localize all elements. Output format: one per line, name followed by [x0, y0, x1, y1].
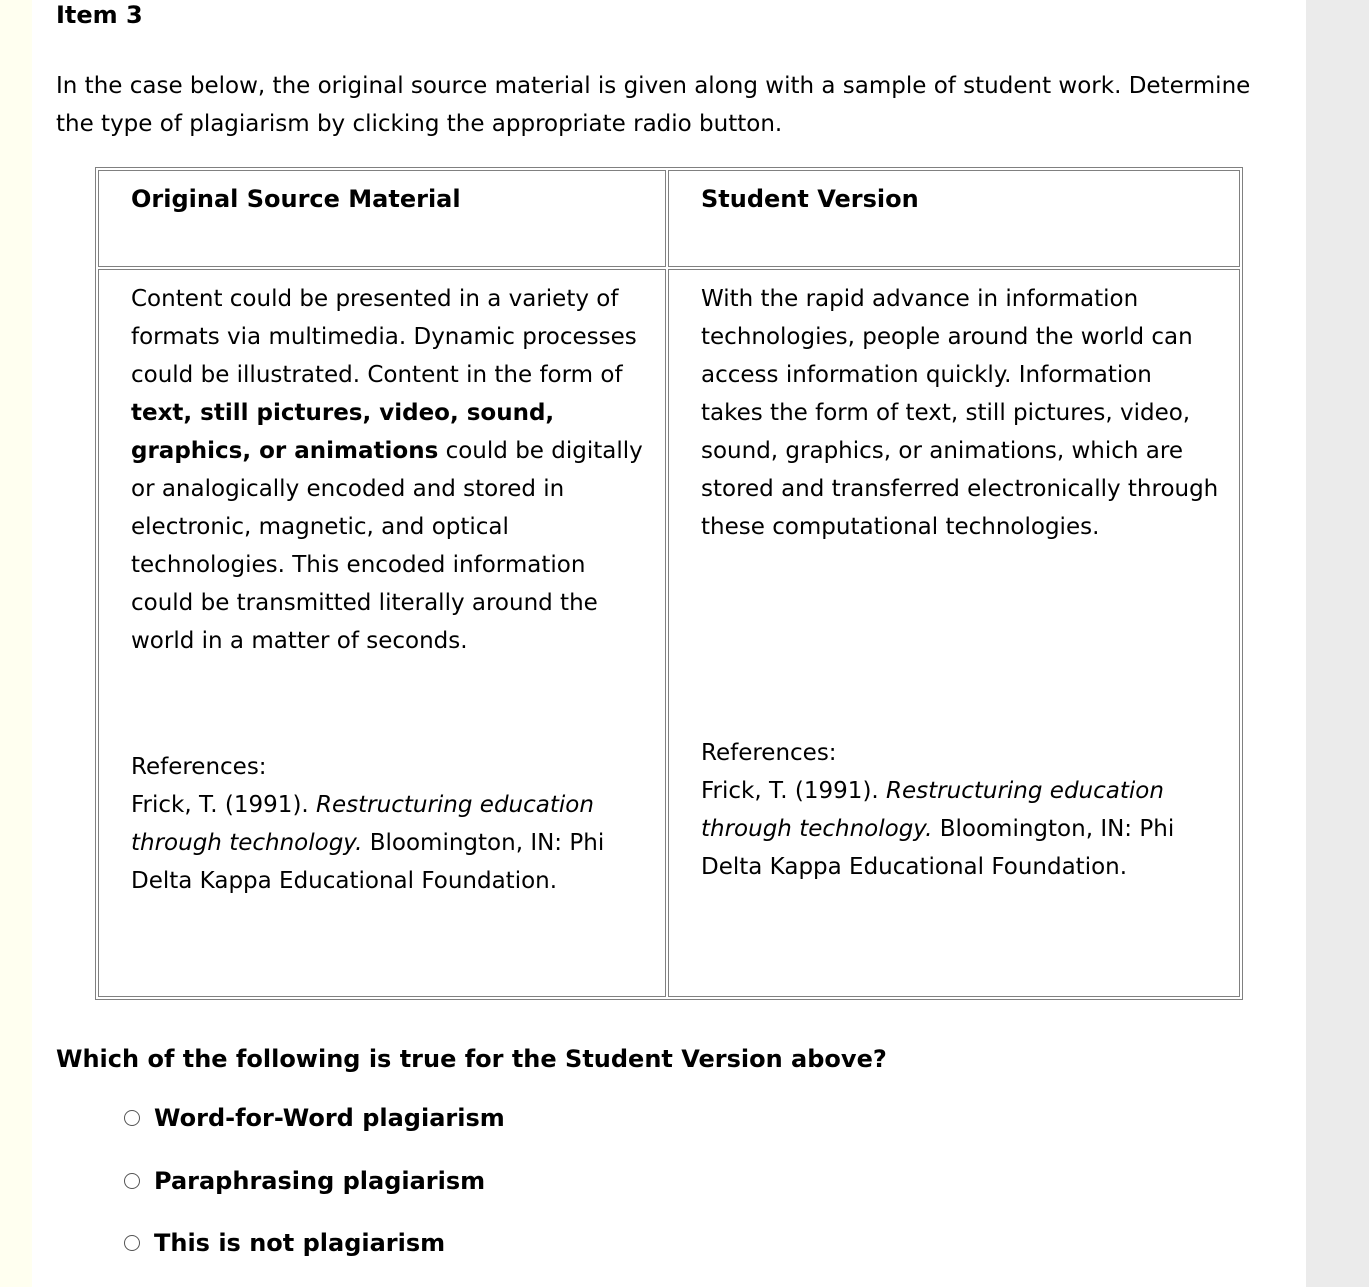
- references-label: References:: [131, 754, 267, 780]
- option-label[interactable]: Word-for-Word plagiarism: [154, 1104, 505, 1132]
- radio-button[interactable]: [124, 1110, 140, 1126]
- content-page: [32, 0, 1306, 1287]
- item-title: Item 3: [56, 1, 143, 29]
- references-label: References:: [701, 740, 837, 766]
- comparison-table: [95, 167, 1243, 1000]
- student-references: [701, 734, 1219, 886]
- highlighted-media-list: text, still pictures, video, sound, graphics, or animations: [131, 400, 555, 464]
- right-margin: [1306, 0, 1369, 1287]
- original-references: [131, 748, 645, 900]
- student-version-text: With the rapid advance in information technologies, people around the world can access information quickly. Information takes the form of text, still pictures, video, sound, graphics, or animations, which are stored and transferred electronically through these computational technologies.: [701, 286, 1219, 540]
- option-label[interactable]: This is not plagiarism: [154, 1229, 446, 1257]
- reference-entry: Frick, T. (1991). Restructuring education through technology. Bloomington, IN: Phi Delta Kappa Educational Foundation.: [701, 778, 1175, 880]
- question-prompt: Which of the following is true for the Student Version above?: [56, 1045, 887, 1073]
- original-source-cell: [98, 269, 666, 997]
- original-source-text: Content could be presented in a variety of formats via multimedia. Dynamic processes could be illustrated. Content in the form of text, still pictures, video, sound, graphics, or animations could be digitally or analogically encoded and stored in electronic, magnetic, and optical technologies. This encoded information could be transmitted literally around the world in a matter of seconds.: [131, 286, 643, 654]
- intro-text: In the case below, the original source material is given along with a sample of student work. Determine the type of plagiarism by clicking the appropriate radio button.: [56, 73, 1251, 137]
- option-word-for-word[interactable]: [124, 1104, 505, 1132]
- radio-button[interactable]: [124, 1173, 140, 1189]
- header-original-source: Original Source Material: [98, 170, 666, 267]
- student-version-cell: [668, 269, 1240, 997]
- radio-button[interactable]: [124, 1235, 140, 1251]
- option-paraphrasing[interactable]: [124, 1167, 485, 1195]
- option-label[interactable]: Paraphrasing plagiarism: [154, 1167, 486, 1195]
- header-student-version: Student Version: [668, 170, 1240, 267]
- option-not-plagiarism[interactable]: [124, 1229, 445, 1257]
- reference-entry: Frick, T. (1991). Restructuring education through technology. Bloomington, IN: Phi Delta Kappa Educational Foundation.: [131, 792, 605, 894]
